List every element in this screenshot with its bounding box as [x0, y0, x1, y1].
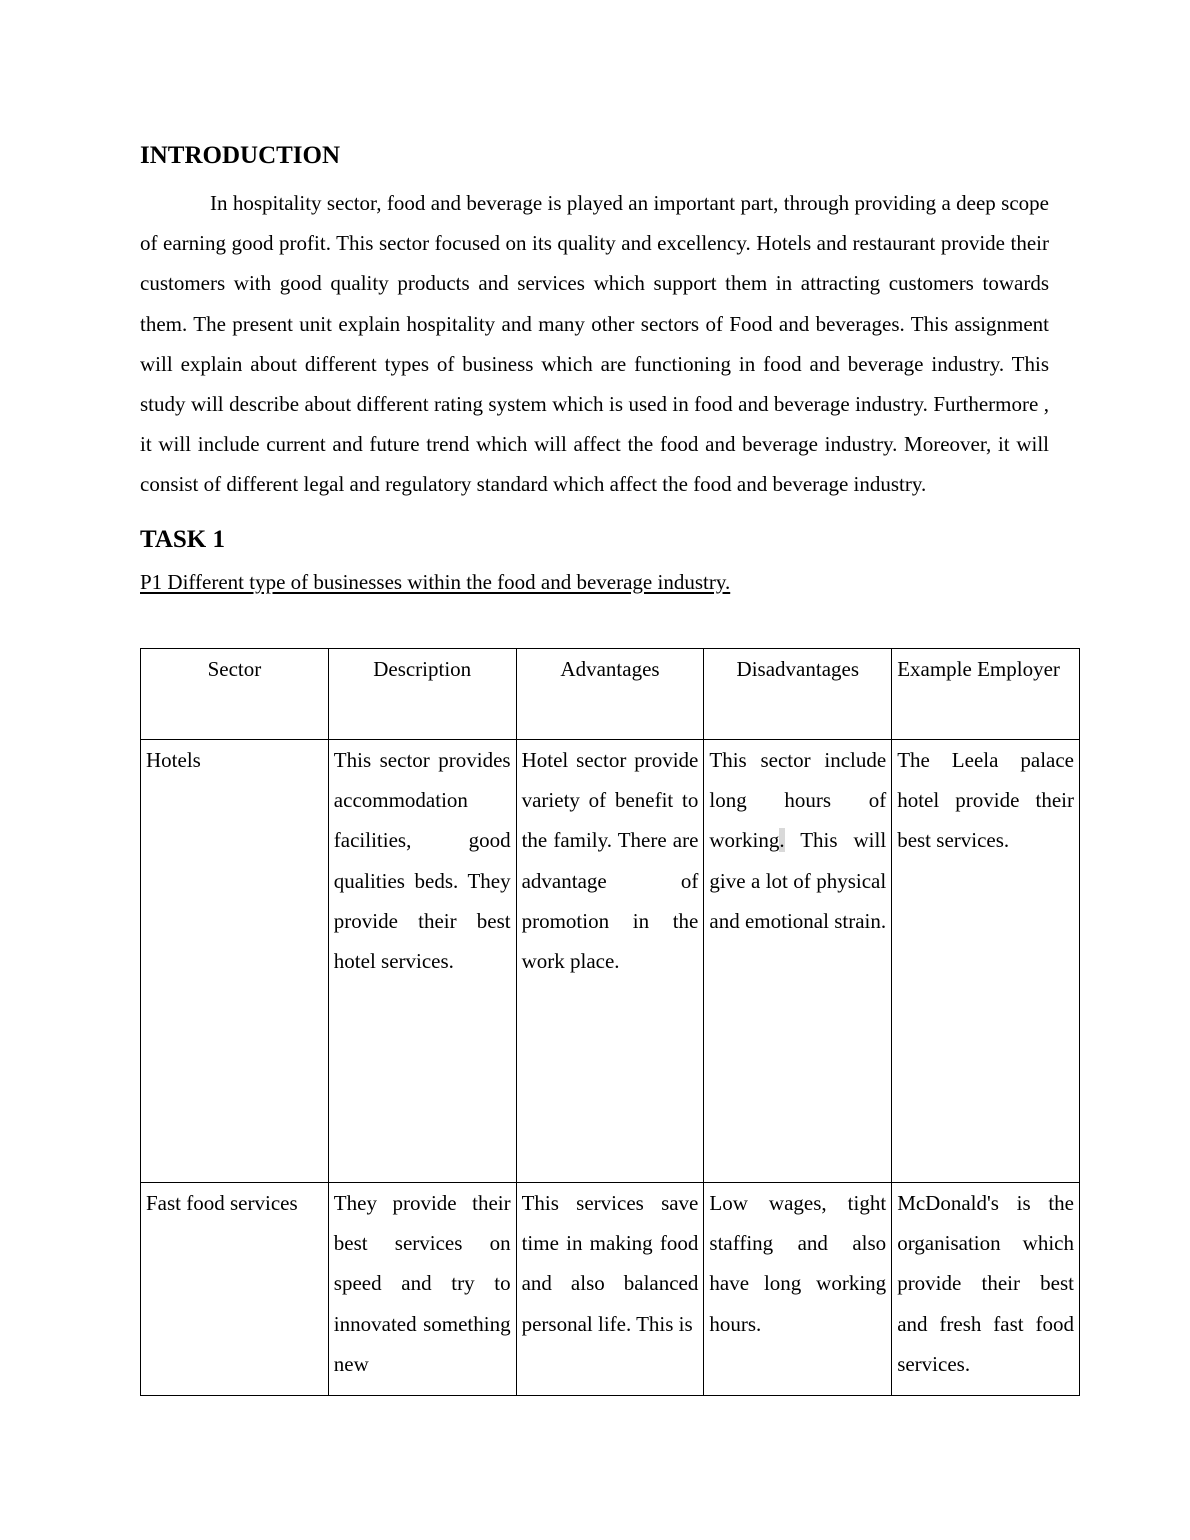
header-example-employer: Example Employer [892, 649, 1080, 740]
cell-advantages: This services save time in making food and also balanced personal life. This is [516, 1183, 704, 1396]
header-advantages: Advantages [516, 649, 704, 740]
table-header-row [141, 649, 1080, 740]
business-types-table [140, 648, 1080, 1396]
cell-advantages: Hotel sector provide variety of benefit to the family. There are advantage of promotion in the work place. [516, 740, 704, 1183]
cell-disadvantages [704, 740, 892, 1183]
header-description: Description [328, 649, 516, 740]
introduction-paragraph: In hospitality sector, food and beverage is played an important part, through providing a deep scope of earning good profit. This sector focused on its quality and excellency. Hotels and restaurant provide their customers with good quality products and services which support them in attracting customers towards them. The present unit explain hospitality and many other sectors of Food and beverages. This assignment will explain about different types of business which are functioning in food and beverage industry. This study will describe about different rating system which is used in food and beverage industry. Furthermore , it will include current and future trend which will affect the food and beverage industry. Moreover, it will consist of different legal and regulatory standard which affect the food and beverage industry. [140, 191, 1049, 497]
header-disadvantages: Disadvantages [704, 649, 892, 740]
cell-sector: Hotels [141, 740, 329, 1183]
document-content [140, 138, 1049, 596]
header-sector: Sector [141, 649, 329, 740]
table-row [141, 740, 1080, 1183]
table-row [141, 1183, 1080, 1396]
cell-disadvantages: Low wages, tight staffing and also have long working hours. [704, 1183, 892, 1396]
cell-example-employer: McDonald's is the organisation which provide their best and fresh fast food services. [892, 1183, 1080, 1396]
cell-example-employer: The Leela palace hotel provide their best services. [892, 740, 1080, 1183]
task-heading: TASK 1 [140, 525, 225, 553]
introduction-heading: INTRODUCTION [140, 142, 341, 169]
disadvantages-text-part2: This will give a lot of physical and emotional strain. [709, 828, 887, 933]
cell-description: This sector provides accommodation facilities, good qualities beds. They provide their best hotel services. [328, 740, 516, 1183]
cell-sector: Fast food services [141, 1183, 329, 1396]
task-subheading: P1 Different type of businesses within the food and beverage industry. [140, 569, 731, 594]
disadvantages-text-part1: This sector include long hours of working [709, 748, 887, 853]
highlighted-period: . [779, 828, 785, 853]
cell-description: They provide their best services on speed and try to innovated something new [328, 1183, 516, 1396]
